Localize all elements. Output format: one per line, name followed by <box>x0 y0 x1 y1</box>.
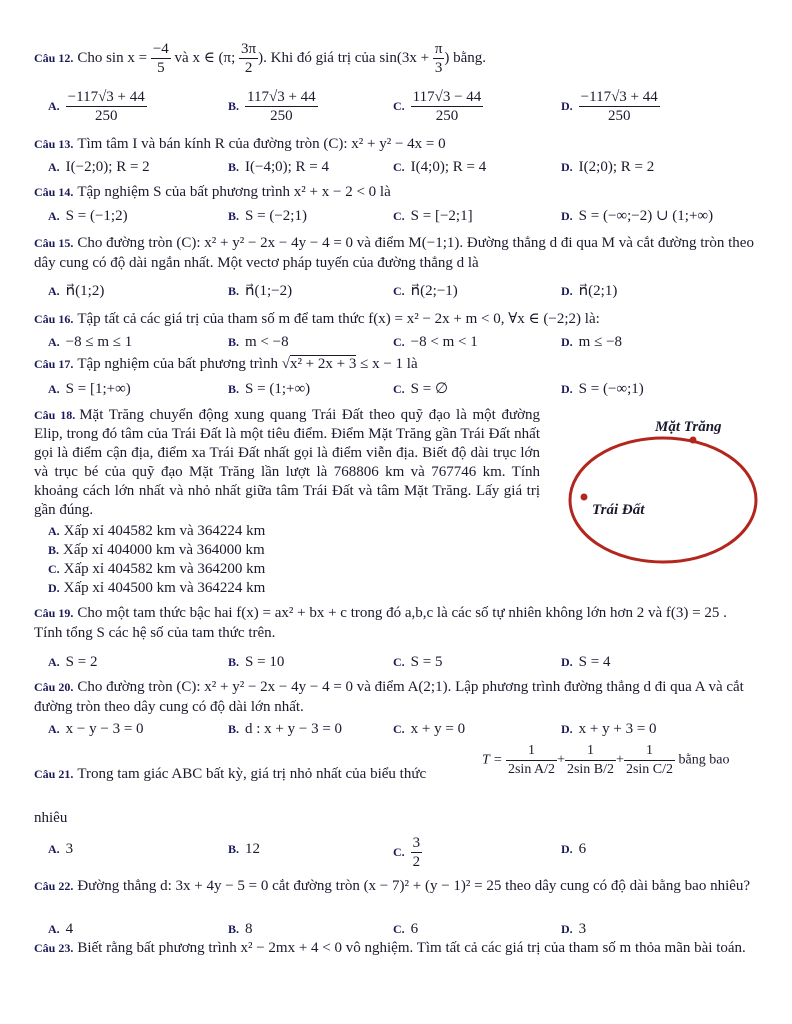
answer-options <box>48 918 758 940</box>
question-text: Mặt Trăng chuyển động xung quang Trái Đất theo quỹ đạo là một đường Elip, trong đó tâm của Trái Đất là một tiêu điểm. Điểm Mặt Trăng gần Trái Đất nhất gọi là điểm cận địa, điểm xa Trái Đất nhất gọi là điểm viễn địa. Biết độ dài trục lớn và trục bé của quỹ đạo Mặt Trăng lần lượt là 768806 km và 767746 km. Tính khoảng cách lớn nhất và nhỏ nhất giữa tâm Trái Đất và tâm Mặt Trăng. Lấy giá trị gần đúng. <box>34 407 541 518</box>
question-text: và x ∈ (π; <box>170 49 240 66</box>
option-c[interactable]: C. x + y = 0 <box>393 721 466 737</box>
question-text: Cho đường tròn (C): x² + y² − 2x − 4y − 4 = 0 và điểm A(2;1). Lập phương trình đường thẳng d đi qua A và cắt đường tròn theo dây cung có độ dài lớn nhất. <box>34 679 744 715</box>
option-b[interactable]: B. $\frac{117√3 + 44}{250}$ <box>228 89 316 124</box>
answer-options <box>48 205 758 227</box>
option-a[interactable]: A. I(−2;0); R = 2 <box>48 159 150 175</box>
question-22 <box>34 876 758 896</box>
option-d[interactable]: D. 3 <box>561 921 587 937</box>
option-c[interactable]: C. 6 <box>393 921 419 937</box>
fraction: $\frac{3\pi}{2}$ <box>241 41 257 76</box>
question-16 <box>34 309 758 329</box>
answer-options <box>48 718 758 740</box>
option-b[interactable]: B. Xấp xỉ 404000 km và 364000 km <box>48 542 265 558</box>
question-number: Câu 17. <box>34 357 74 371</box>
radicand: x² + 2x + 3 <box>289 356 357 372</box>
option-a[interactable]: A. n⃗(1;2) <box>48 283 105 299</box>
question-text: ≤ x − 1 là <box>356 356 418 372</box>
option-d[interactable]: D. S = (−∞;−2) ∪ (1;+∞) <box>561 208 714 224</box>
answer-options <box>48 651 758 673</box>
option-a[interactable]: A. 3 <box>48 841 74 857</box>
question-number: Câu 16. <box>34 312 74 326</box>
option-c[interactable]: C. $\frac{117√3 - 44}{250}$ <box>393 89 482 124</box>
option-d[interactable]: D. 6 <box>561 841 587 857</box>
option-b[interactable]: B. m < −8 <box>228 334 289 350</box>
question-text: Trong tam giác ABC bất kỳ, giá trị nhỏ nhất của biểu thức <box>77 766 427 782</box>
question-17 <box>34 354 758 374</box>
question-text: Tập nghiệm S của bất phương trình x² + x − 2 < 0 là <box>77 184 391 200</box>
option-d[interactable]: D. Xấp xỉ 404500 km và 364224 km <box>48 580 266 596</box>
question-23 <box>34 938 758 958</box>
moon-label: Mặt Trăng <box>655 419 722 435</box>
option-d[interactable]: D. $\frac{-117√3 + 44}{250}$ <box>561 89 658 124</box>
option-a[interactable]: A. 4 <box>48 921 74 937</box>
expression-T: T = $\frac{1}{\text{2sin A/2}}$ + $\frac{1}{\text{2sin B/2}}$ + $\frac{1}{\text{2sin C/2}}$ bằng bao <box>482 743 730 777</box>
option-a[interactable]: A. S = (−1;2) <box>48 208 128 224</box>
option-c[interactable]: C. −8 < m < 1 <box>393 334 478 350</box>
answer-options <box>48 156 758 178</box>
option-a[interactable]: A. S = [1;+∞) <box>48 381 131 397</box>
fraction: $\frac{-4}{5}$ <box>152 41 169 76</box>
question-20 <box>34 677 758 717</box>
question-text: ). Khi đó giá trị của sin(3x + <box>258 49 433 66</box>
question-text: Tìm tâm I và bán kính R của đường tròn (C): x² + y² − 4x = 0 <box>77 136 446 152</box>
fraction: $\frac{1}{\text{2sin A/2}}$ <box>507 743 556 777</box>
moon-point <box>690 437 697 444</box>
orbit-ellipse <box>570 438 756 562</box>
option-a[interactable]: A. Xấp xỉ 404582 km và 364224 km <box>48 523 266 539</box>
question-number: Câu 15. <box>34 236 74 250</box>
option-a[interactable]: A. −8 ≤ m ≤ 1 <box>48 334 133 350</box>
option-c[interactable]: C. n⃗(2;−1) <box>393 283 458 299</box>
answer-options <box>48 331 758 353</box>
question-number: Câu 21. <box>34 767 74 781</box>
option-b[interactable]: B. 12 <box>228 841 261 857</box>
option-a[interactable]: A. x − y − 3 = 0 <box>48 721 144 737</box>
question-number: Câu 23. <box>34 941 74 955</box>
fraction: $\frac{\pi}{3}$ <box>434 41 443 76</box>
option-c[interactable]: C. S = [−2;1] <box>393 208 473 224</box>
fraction: $\frac{1}{\text{2sin B/2}}$ <box>566 743 615 777</box>
question-text: Cho sin x = <box>77 49 151 66</box>
option-d[interactable]: D. x + y + 3 = 0 <box>561 721 657 737</box>
question-text: Đường thẳng d: 3x + 4y − 5 = 0 cắt đường tròn (x − 7)² + (y − 1)² = 25 theo dây cung có độ dài bằng bao nhiêu? <box>77 878 751 894</box>
fraction: $\frac{1}{\text{2sin C/2}}$ <box>625 743 674 777</box>
sqrt-sign: √ <box>281 356 290 372</box>
question-text: Tập nghiệm của bất phương trình <box>77 356 282 372</box>
question-18 <box>34 406 540 520</box>
option-a[interactable]: A. $\frac{-117√3 + 44}{250}$ <box>48 89 145 124</box>
question-text: Biết rằng bất phương trình x² − 2mx + 4 < 0 vô nghiệm. Tìm tất cả các giá trị của tham số m thỏa mãn bài toán. <box>77 940 746 956</box>
question-13 <box>34 134 758 154</box>
answer-options <box>48 834 758 872</box>
question-number: Câu 18. <box>34 408 76 422</box>
question-19 <box>34 603 758 643</box>
answer-options <box>48 522 265 598</box>
option-b[interactable]: B. I(−4;0); R = 4 <box>228 159 330 175</box>
option-a[interactable]: A. S = 2 <box>48 654 98 670</box>
earth-point <box>581 494 588 501</box>
option-b[interactable]: B. d : x + y − 3 = 0 <box>228 721 343 737</box>
option-c[interactable]: C. S = 5 <box>393 654 443 670</box>
question-text: Cho đường tròn (C): x² + y² − 2x − 4y − 4 = 0 và điểm M(−1;1). Đường thẳng d đi qua M và cắt đường tròn theo dây cung có độ dài ngắn nhất. Một vectơ pháp tuyến của đường thẳng d là <box>34 235 754 271</box>
question-text: bằng bao <box>678 752 730 768</box>
question-15 <box>34 233 758 273</box>
question-number: Câu 13. <box>34 137 74 151</box>
option-c[interactable]: C. S = ∅ <box>393 381 449 397</box>
option-b[interactable]: B. S = 10 <box>228 654 285 670</box>
question-number: Câu 12. <box>34 50 74 65</box>
question-text: nhiêu <box>34 810 68 826</box>
option-c[interactable]: C. Xấp xỉ 404582 km và 364200 km <box>48 561 266 577</box>
option-b[interactable]: B. n⃗(1;−2) <box>228 283 293 299</box>
answer-options <box>48 88 758 132</box>
question-14 <box>34 182 758 202</box>
question-number: Câu 22. <box>34 879 74 893</box>
option-b[interactable]: B. S = (−2;1) <box>228 208 307 224</box>
question-12 <box>34 40 758 77</box>
question-text: ) bằng. <box>444 49 487 66</box>
answer-options <box>48 280 758 302</box>
option-d[interactable]: D. m ≤ −8 <box>561 334 623 350</box>
question-text: Tập tất cả các giá trị của tham số m để tam thức f(x) = x² − 2x + m < 0, ∀x ∈ (−2;2) là: <box>77 311 600 327</box>
question-number: Câu 19. <box>34 606 74 620</box>
option-d[interactable]: D. S = 4 <box>561 654 611 670</box>
option-d[interactable]: D. n⃗(2;1) <box>561 283 618 299</box>
option-b[interactable]: B. S = (1;+∞) <box>228 381 311 397</box>
earth-label: Trái Đất <box>592 502 645 518</box>
option-c[interactable]: C. $\frac{3}{2}$ <box>393 835 421 870</box>
question-number: Câu 14. <box>34 185 74 199</box>
question-number: Câu 20. <box>34 680 74 694</box>
option-c[interactable]: C. I(4;0); R = 4 <box>393 159 487 175</box>
option-b[interactable]: B. 8 <box>228 921 253 937</box>
answer-options <box>48 378 758 400</box>
question-text: Cho một tam thức bậc hai f(x) = ax² + bx + c trong đó a,b,c là các số tự nhiên không lớn hơn 2 và f(3) = 25 . Tính tổng S các hệ số của tam thức trên. <box>34 605 727 641</box>
option-d[interactable]: D. I(2;0); R = 2 <box>561 159 655 175</box>
moon-orbit-figure <box>558 410 768 570</box>
option-d[interactable]: D. S = (−∞;1) <box>561 381 644 397</box>
